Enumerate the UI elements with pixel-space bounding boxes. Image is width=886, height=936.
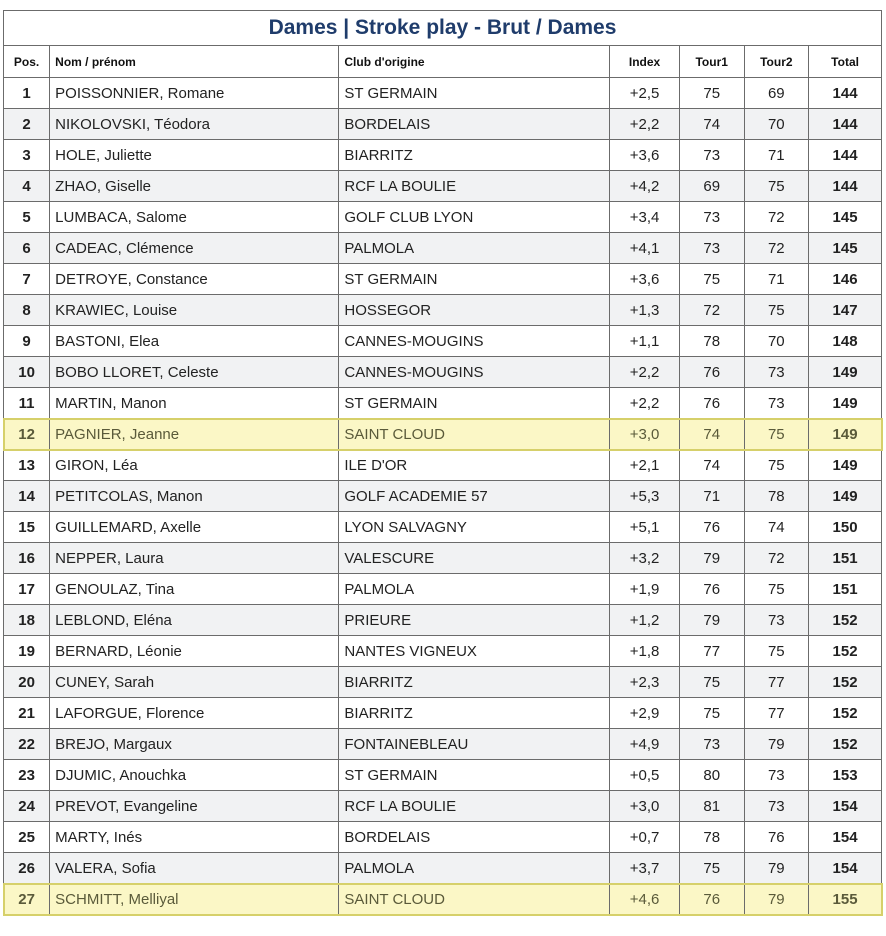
cell-name: CUNEY, Sarah — [50, 667, 339, 698]
cell-total: 144 — [809, 78, 882, 109]
cell-club: BIARRITZ — [339, 140, 610, 171]
cell-pos: 7 — [4, 264, 50, 295]
cell-name: BREJO, Margaux — [50, 729, 339, 760]
cell-name: POISSONNIER, Romane — [50, 78, 339, 109]
cell-tour1: 71 — [679, 481, 744, 512]
cell-index: +1,2 — [610, 605, 680, 636]
cell-pos: 4 — [4, 171, 50, 202]
cell-club: PRIEURE — [339, 605, 610, 636]
cell-name: BASTONI, Elea — [50, 326, 339, 357]
column-header-name: Nom / prénom — [50, 46, 339, 78]
column-header-tour2: Tour2 — [744, 46, 809, 78]
cell-club: ST GERMAIN — [339, 388, 610, 419]
cell-total: 155 — [809, 884, 882, 915]
cell-pos: 9 — [4, 326, 50, 357]
cell-tour2: 72 — [744, 202, 809, 233]
cell-name: LUMBACA, Salome — [50, 202, 339, 233]
cell-pos: 3 — [4, 140, 50, 171]
cell-tour1: 75 — [679, 698, 744, 729]
cell-tour1: 73 — [679, 140, 744, 171]
cell-tour2: 70 — [744, 326, 809, 357]
cell-pos: 22 — [4, 729, 50, 760]
column-header-total: Total — [809, 46, 882, 78]
cell-club: BORDELAIS — [339, 822, 610, 853]
cell-tour1: 73 — [679, 729, 744, 760]
cell-tour2: 73 — [744, 357, 809, 388]
cell-club: GOLF ACADEMIE 57 — [339, 481, 610, 512]
cell-tour2: 73 — [744, 605, 809, 636]
cell-index: +3,0 — [610, 791, 680, 822]
cell-tour1: 76 — [679, 388, 744, 419]
cell-tour2: 79 — [744, 729, 809, 760]
table-row — [4, 605, 882, 636]
cell-total: 145 — [809, 202, 882, 233]
cell-club: NANTES VIGNEUX — [339, 636, 610, 667]
cell-tour1: 78 — [679, 326, 744, 357]
cell-club: HOSSEGOR — [339, 295, 610, 326]
cell-tour1: 75 — [679, 264, 744, 295]
cell-total: 149 — [809, 419, 882, 450]
cell-index: +1,8 — [610, 636, 680, 667]
cell-total: 148 — [809, 326, 882, 357]
cell-tour1: 74 — [679, 450, 744, 481]
cell-total: 149 — [809, 481, 882, 512]
table-row — [4, 729, 882, 760]
cell-pos: 1 — [4, 78, 50, 109]
title-bar — [3, 10, 882, 45]
table-row — [4, 667, 882, 698]
cell-club: ILE D'OR — [339, 450, 610, 481]
cell-tour2: 76 — [744, 822, 809, 853]
cell-index: +1,3 — [610, 295, 680, 326]
cell-total: 149 — [809, 357, 882, 388]
cell-index: +2,2 — [610, 388, 680, 419]
table-row — [4, 264, 882, 295]
cell-index: +2,2 — [610, 109, 680, 140]
cell-tour2: 77 — [744, 698, 809, 729]
cell-pos: 19 — [4, 636, 50, 667]
cell-club: RCF LA BOULIE — [339, 791, 610, 822]
table-row — [4, 698, 882, 729]
cell-tour2: 75 — [744, 636, 809, 667]
cell-total: 144 — [809, 109, 882, 140]
header-row — [4, 46, 882, 78]
cell-club: ST GERMAIN — [339, 78, 610, 109]
cell-index: +3,6 — [610, 264, 680, 295]
cell-tour1: 79 — [679, 543, 744, 574]
table-row — [4, 450, 882, 481]
cell-pos: 24 — [4, 791, 50, 822]
cell-tour2: 75 — [744, 450, 809, 481]
column-header-club: Club d'origine — [339, 46, 610, 78]
cell-total: 154 — [809, 791, 882, 822]
cell-tour2: 71 — [744, 264, 809, 295]
cell-tour2: 79 — [744, 853, 809, 884]
table-row — [4, 233, 882, 264]
cell-total: 152 — [809, 698, 882, 729]
column-header-pos: Pos. — [4, 46, 50, 78]
cell-name: NIKOLOVSKI, Téodora — [50, 109, 339, 140]
table-row — [4, 853, 882, 884]
table-row — [4, 357, 882, 388]
cell-name: BOBO LLORET, Celeste — [50, 357, 339, 388]
cell-total: 151 — [809, 543, 882, 574]
cell-index: +4,9 — [610, 729, 680, 760]
table-row — [4, 791, 882, 822]
table-row — [4, 202, 882, 233]
cell-name: MARTIN, Manon — [50, 388, 339, 419]
table-row — [4, 822, 882, 853]
cell-pos: 18 — [4, 605, 50, 636]
cell-name: SCHMITT, Melliyal — [50, 884, 339, 915]
cell-pos: 11 — [4, 388, 50, 419]
cell-index: +5,1 — [610, 512, 680, 543]
cell-index: +3,6 — [610, 140, 680, 171]
table-row — [4, 109, 882, 140]
cell-club: SAINT CLOUD — [339, 884, 610, 915]
cell-total: 150 — [809, 512, 882, 543]
cell-index: +1,9 — [610, 574, 680, 605]
column-header-index: Index — [610, 46, 680, 78]
table-row — [4, 171, 882, 202]
cell-name: LAFORGUE, Florence — [50, 698, 339, 729]
cell-club: BIARRITZ — [339, 698, 610, 729]
cell-name: BERNARD, Léonie — [50, 636, 339, 667]
cell-tour1: 80 — [679, 760, 744, 791]
cell-club: CANNES-MOUGINS — [339, 357, 610, 388]
cell-pos: 5 — [4, 202, 50, 233]
cell-club: VALESCURE — [339, 543, 610, 574]
cell-tour1: 74 — [679, 109, 744, 140]
cell-pos: 17 — [4, 574, 50, 605]
cell-pos: 2 — [4, 109, 50, 140]
cell-club: ST GERMAIN — [339, 264, 610, 295]
cell-tour2: 75 — [744, 171, 809, 202]
cell-pos: 20 — [4, 667, 50, 698]
table-row — [4, 481, 882, 512]
cell-pos: 26 — [4, 853, 50, 884]
cell-club: RCF LA BOULIE — [339, 171, 610, 202]
cell-index: +3,4 — [610, 202, 680, 233]
cell-total: 152 — [809, 605, 882, 636]
cell-tour1: 75 — [679, 667, 744, 698]
cell-total: 144 — [809, 140, 882, 171]
page-title: Dames | Stroke play - Brut / Dames — [268, 16, 617, 39]
cell-pos: 14 — [4, 481, 50, 512]
cell-index: +4,1 — [610, 233, 680, 264]
cell-pos: 23 — [4, 760, 50, 791]
table-row — [4, 760, 882, 791]
cell-tour1: 74 — [679, 419, 744, 450]
cell-total: 151 — [809, 574, 882, 605]
cell-club: ST GERMAIN — [339, 760, 610, 791]
cell-tour2: 69 — [744, 78, 809, 109]
cell-name: HOLE, Juliette — [50, 140, 339, 171]
cell-tour2: 70 — [744, 109, 809, 140]
table-row — [4, 326, 882, 357]
cell-name: ZHAO, Giselle — [50, 171, 339, 202]
cell-total: 152 — [809, 667, 882, 698]
cell-club: BORDELAIS — [339, 109, 610, 140]
cell-name: PREVOT, Evangeline — [50, 791, 339, 822]
cell-index: +4,6 — [610, 884, 680, 915]
table-row — [4, 574, 882, 605]
cell-name: DETROYE, Constance — [50, 264, 339, 295]
cell-index: +2,3 — [610, 667, 680, 698]
cell-tour1: 76 — [679, 884, 744, 915]
cell-tour1: 81 — [679, 791, 744, 822]
cell-club: FONTAINEBLEAU — [339, 729, 610, 760]
cell-index: +3,7 — [610, 853, 680, 884]
cell-pos: 13 — [4, 450, 50, 481]
cell-index: +4,2 — [610, 171, 680, 202]
cell-club: CANNES-MOUGINS — [339, 326, 610, 357]
cell-tour1: 76 — [679, 512, 744, 543]
column-header-tour1: Tour1 — [679, 46, 744, 78]
cell-pos: 6 — [4, 233, 50, 264]
table-row — [4, 78, 882, 109]
cell-total: 154 — [809, 822, 882, 853]
cell-club: GOLF CLUB LYON — [339, 202, 610, 233]
cell-club: PALMOLA — [339, 233, 610, 264]
results-panel — [3, 10, 882, 915]
cell-total: 153 — [809, 760, 882, 791]
table-row — [4, 419, 882, 450]
cell-tour1: 73 — [679, 233, 744, 264]
cell-tour2: 73 — [744, 388, 809, 419]
cell-tour2: 77 — [744, 667, 809, 698]
table-row — [4, 295, 882, 326]
cell-club: PALMOLA — [339, 574, 610, 605]
cell-tour1: 76 — [679, 574, 744, 605]
cell-name: NEPPER, Laura — [50, 543, 339, 574]
cell-name: LEBLOND, Eléna — [50, 605, 339, 636]
cell-index: +2,1 — [610, 450, 680, 481]
cell-tour2: 71 — [744, 140, 809, 171]
table-row — [4, 388, 882, 419]
cell-name: CADEAC, Clémence — [50, 233, 339, 264]
cell-tour2: 75 — [744, 295, 809, 326]
cell-tour2: 74 — [744, 512, 809, 543]
cell-club: LYON SALVAGNY — [339, 512, 610, 543]
table-row — [4, 884, 882, 915]
cell-pos: 10 — [4, 357, 50, 388]
cell-index: +2,9 — [610, 698, 680, 729]
cell-index: +2,5 — [610, 78, 680, 109]
cell-name: GIRON, Léa — [50, 450, 339, 481]
cell-index: +1,1 — [610, 326, 680, 357]
cell-pos: 25 — [4, 822, 50, 853]
cell-tour2: 72 — [744, 543, 809, 574]
cell-tour1: 78 — [679, 822, 744, 853]
cell-tour1: 69 — [679, 171, 744, 202]
cell-club: BIARRITZ — [339, 667, 610, 698]
cell-index: +2,2 — [610, 357, 680, 388]
cell-index: +0,5 — [610, 760, 680, 791]
cell-name: PAGNIER, Jeanne — [50, 419, 339, 450]
cell-tour2: 75 — [744, 574, 809, 605]
table-header — [4, 46, 882, 78]
cell-tour1: 72 — [679, 295, 744, 326]
results-table — [3, 45, 882, 915]
cell-pos: 12 — [4, 419, 50, 450]
cell-index: +3,0 — [610, 419, 680, 450]
cell-name: MARTY, Inés — [50, 822, 339, 853]
cell-name: PETITCOLAS, Manon — [50, 481, 339, 512]
cell-total: 146 — [809, 264, 882, 295]
table-row — [4, 512, 882, 543]
cell-index: +0,7 — [610, 822, 680, 853]
cell-index: +3,2 — [610, 543, 680, 574]
cell-tour2: 72 — [744, 233, 809, 264]
cell-total: 145 — [809, 233, 882, 264]
cell-name: DJUMIC, Anouchka — [50, 760, 339, 791]
cell-name: KRAWIEC, Louise — [50, 295, 339, 326]
cell-name: GUILLEMARD, Axelle — [50, 512, 339, 543]
cell-pos: 15 — [4, 512, 50, 543]
cell-club: PALMOLA — [339, 853, 610, 884]
cell-tour2: 79 — [744, 884, 809, 915]
cell-tour1: 75 — [679, 853, 744, 884]
cell-total: 144 — [809, 171, 882, 202]
table-row — [4, 140, 882, 171]
cell-tour1: 77 — [679, 636, 744, 667]
cell-name: GENOULAZ, Tina — [50, 574, 339, 605]
cell-tour1: 73 — [679, 202, 744, 233]
cell-pos: 27 — [4, 884, 50, 915]
cell-pos: 8 — [4, 295, 50, 326]
cell-tour2: 75 — [744, 419, 809, 450]
table-row — [4, 636, 882, 667]
cell-tour2: 78 — [744, 481, 809, 512]
cell-pos: 16 — [4, 543, 50, 574]
cell-index: +5,3 — [610, 481, 680, 512]
cell-total: 147 — [809, 295, 882, 326]
cell-total: 154 — [809, 853, 882, 884]
cell-tour1: 79 — [679, 605, 744, 636]
cell-tour1: 76 — [679, 357, 744, 388]
table-body — [4, 78, 882, 915]
cell-pos: 21 — [4, 698, 50, 729]
cell-total: 149 — [809, 388, 882, 419]
cell-tour1: 75 — [679, 78, 744, 109]
table-row — [4, 543, 882, 574]
cell-club: SAINT CLOUD — [339, 419, 610, 450]
cell-total: 149 — [809, 450, 882, 481]
cell-name: VALERA, Sofia — [50, 853, 339, 884]
cell-total: 152 — [809, 729, 882, 760]
cell-tour2: 73 — [744, 791, 809, 822]
cell-total: 152 — [809, 636, 882, 667]
cell-tour2: 73 — [744, 760, 809, 791]
